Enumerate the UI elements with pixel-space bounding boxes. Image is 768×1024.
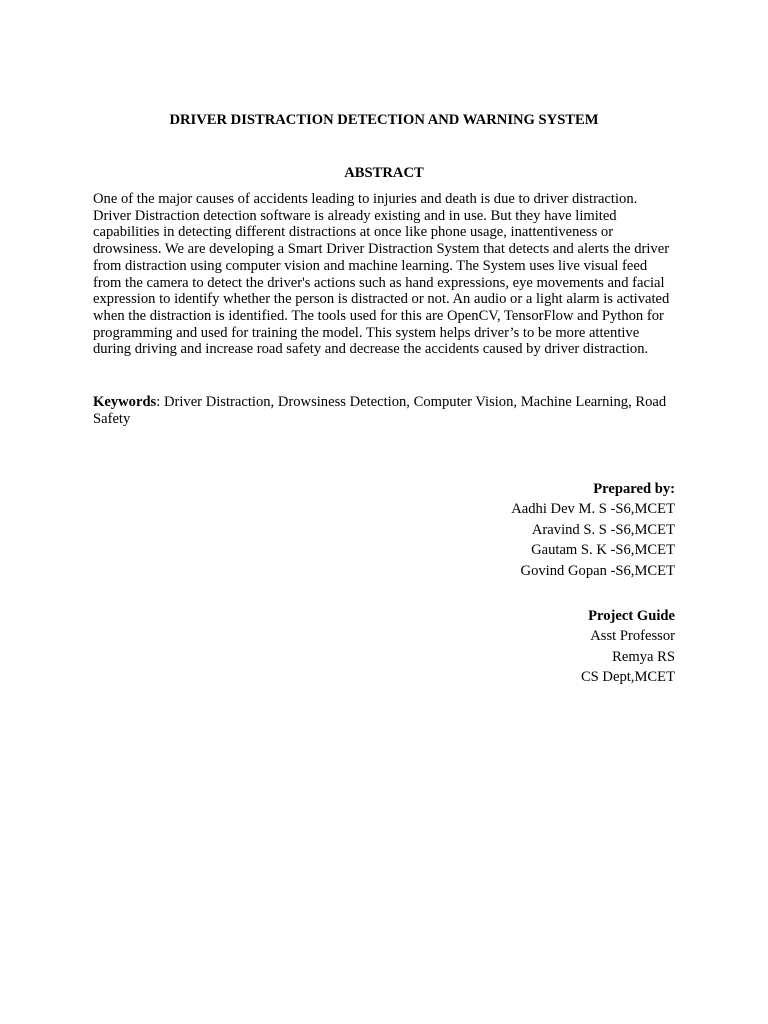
abstract-text: One of the major causes of accidents leading to injuries and death is due to driver distraction. Driver Distraction detection software is already existing and in use. But they have limited capabilities in detecting different distractions at once like phone usage, inattentiveness or drowsiness. We are developing a Smart Driver Distraction System that detects and alerts the driver from distraction using computer vision and machine learning. The System uses live visual feed from the camera to detect the driver's actions such as hand expressions, eye movements and facial expression to identify whether the person is distracted or not. An audio or a light alarm is activated when the distraction is identified. The tools used for this are OpenCV, TensorFlow and Python for programming and used for training the model. This system helps driver’s to be more attentive during driving and increase road safety and decrease the accidents caused by driver distraction. <box>93 191 670 358</box>
keywords-paragraph <box>93 394 677 427</box>
keywords-list: : Driver Distraction, Drowsiness Detection, Computer Vision, Machine Learning, Road Safety <box>93 394 667 427</box>
keywords-label: Keywords <box>93 394 157 410</box>
guide-department: CS Dept,MCET <box>580 669 675 686</box>
project-guide-heading: Project Guide <box>588 608 675 624</box>
guide-designation: Asst Professor <box>590 628 675 645</box>
abstract-heading: ABSTRACT <box>344 165 424 181</box>
prepared-by-heading: Prepared by: <box>593 481 675 497</box>
document-title: DRIVER DISTRACTION DETECTION AND WARNING SYSTEM <box>169 112 599 128</box>
member-name: Aadhi Dev M. S -S6,MCET <box>511 501 675 518</box>
prepared-by-block <box>355 479 675 581</box>
member-name: Govind Gopan -S6,MCET <box>520 562 675 579</box>
guide-name: Remya RS <box>612 648 675 665</box>
member-name: Gautam S. K -S6,MCET <box>531 542 675 559</box>
member-name: Aravind S. S -S6,MCET <box>531 521 675 538</box>
project-guide-block <box>355 606 675 688</box>
